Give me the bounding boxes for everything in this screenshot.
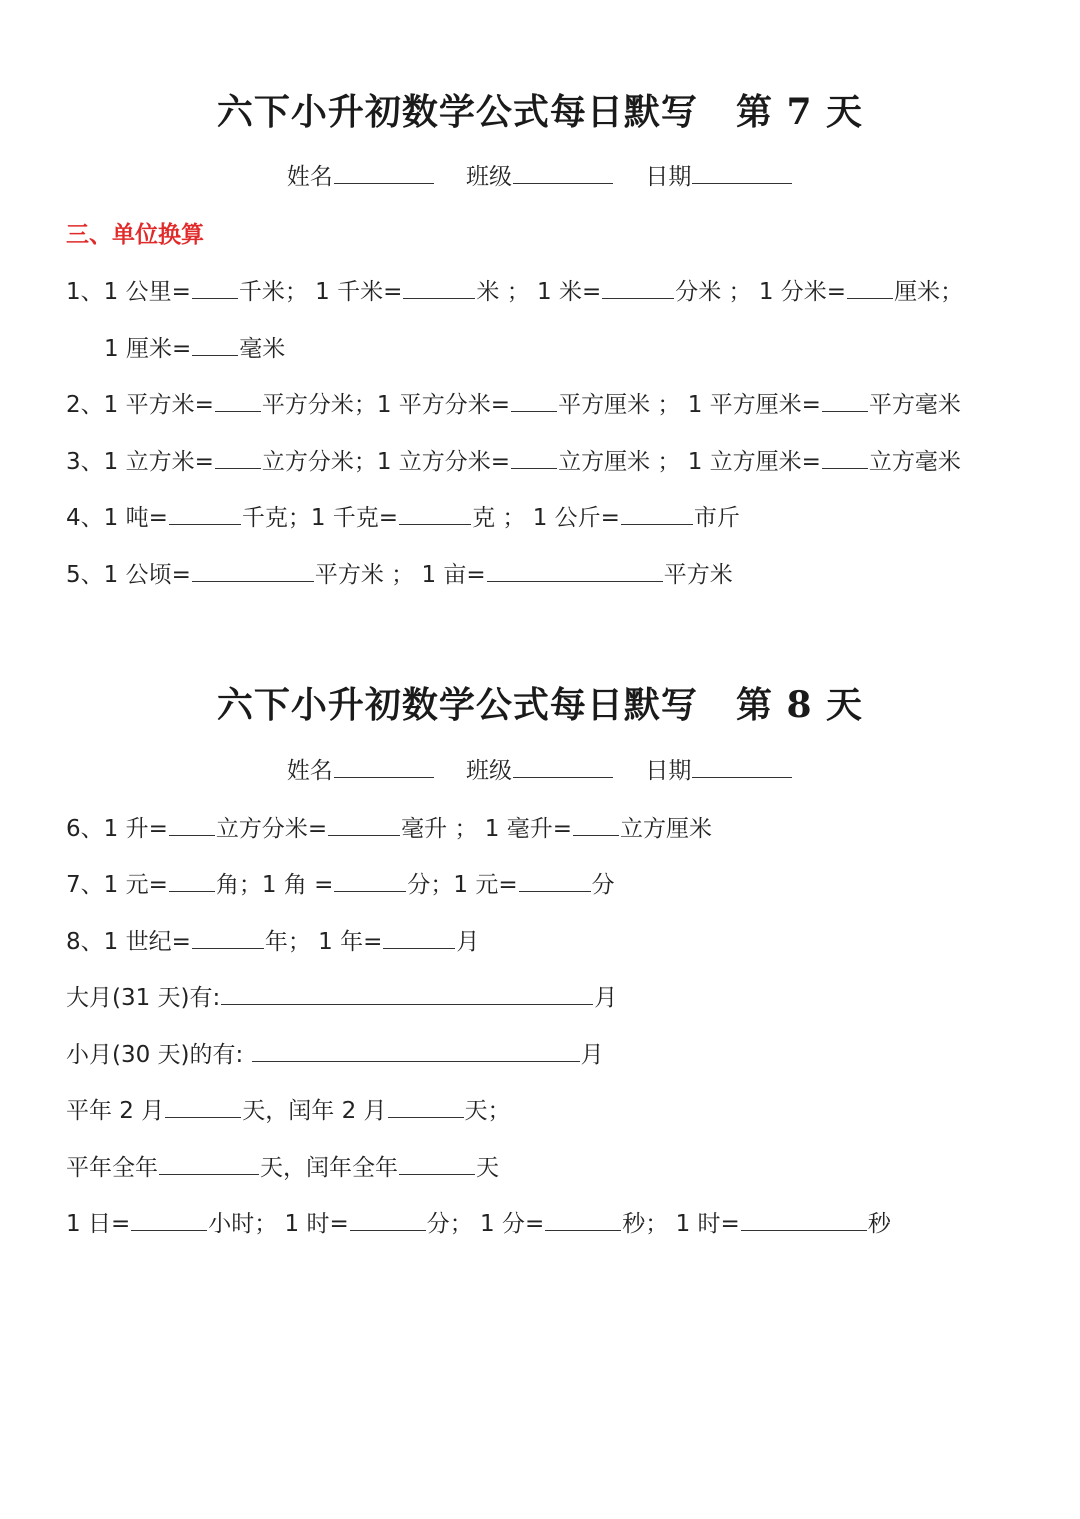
day8-date-field[interactable]: [645, 752, 793, 785]
q6-text-2: 立方分米=: [215, 816, 328, 842]
question-3: [66, 443, 961, 476]
answer-blank[interactable]: [487, 561, 663, 582]
question-6: [66, 810, 712, 843]
day7-date-field[interactable]: [645, 158, 793, 191]
year-text-2: 天，闰年全年: [260, 1155, 398, 1181]
answer-blank[interactable]: [192, 278, 238, 299]
answer-blank[interactable]: [192, 928, 264, 949]
day7-title-text: 六下小升初数学公式每日默写: [216, 91, 698, 133]
answer-blank[interactable]: [602, 278, 674, 299]
day7-title: [0, 84, 1080, 135]
name-label: 姓名: [286, 164, 333, 190]
q1-text-1: 1、1 公里=: [66, 279, 191, 305]
q7-text-4: 分: [591, 872, 615, 898]
question-1: [66, 273, 963, 306]
answer-blank[interactable]: [165, 1097, 241, 1118]
big-month-text-2: 月: [594, 985, 618, 1011]
date-label: 日期: [645, 758, 692, 784]
answer-blank[interactable]: [169, 871, 215, 892]
q3-text-1: 3、1 立方米=: [66, 449, 214, 475]
answer-blank[interactable]: [399, 1154, 475, 1175]
day7-class-field[interactable]: [466, 158, 614, 191]
q1-text-5: 厘米；: [894, 279, 964, 305]
time-text-3: 分； 1 分=: [426, 1211, 545, 1237]
answer-blank[interactable]: [511, 448, 557, 469]
answer-blank[interactable]: [131, 1210, 207, 1231]
class-blank[interactable]: [513, 757, 613, 778]
question-8: [66, 923, 479, 956]
answer-blank[interactable]: [169, 504, 241, 525]
question-7: [66, 866, 615, 899]
time-text-4: 秒； 1 时=: [622, 1211, 740, 1237]
answer-blank[interactable]: [399, 504, 471, 525]
answer-blank[interactable]: [403, 278, 475, 299]
answer-blank[interactable]: [519, 871, 591, 892]
big-month-line: [66, 979, 617, 1012]
february-line: [66, 1092, 511, 1125]
answer-blank[interactable]: [383, 928, 455, 949]
answer-blank[interactable]: [215, 391, 261, 412]
answer-blank[interactable]: [388, 1097, 464, 1118]
q3-text-2: 立方分米；1 立方分米=: [261, 449, 511, 475]
q5-text-3: 平方米: [663, 562, 733, 588]
year-days-line: [66, 1149, 499, 1182]
class-blank[interactable]: [513, 163, 613, 184]
feb-text-2: 天，闰年 2 月: [242, 1098, 387, 1124]
q2-text-1: 2、1 平方米=: [66, 392, 214, 418]
name-blank[interactable]: [334, 757, 434, 778]
question-4: [66, 499, 740, 532]
date-blank[interactable]: [692, 757, 792, 778]
q1-text-3: 米 ； 1 米=: [476, 279, 602, 305]
answer-blank[interactable]: [545, 1210, 621, 1231]
q5-text-1: 5、1 公顷=: [66, 562, 191, 588]
small-month-text-2: 月: [580, 1042, 604, 1068]
day8-title: [0, 677, 1080, 728]
q3-text-3: 立方厘米 ； 1 立方厘米=: [558, 449, 821, 475]
time-text-2: 小时； 1 时=: [208, 1211, 349, 1237]
year-text-3: 天: [476, 1155, 499, 1181]
feb-text-3: 天；: [464, 1098, 511, 1124]
date-label: 日期: [645, 164, 692, 190]
question-5: [66, 556, 733, 589]
q1-text-6: 1 厘米=: [104, 336, 192, 362]
answer-blank[interactable]: [215, 448, 261, 469]
answer-blank[interactable]: [847, 278, 893, 299]
q1-text-4: 分米 ； 1 分米=: [675, 279, 847, 305]
q8-text-1: 8、1 世纪=: [66, 929, 191, 955]
day7-day-label: 第 7 天: [735, 91, 864, 133]
answer-blank[interactable]: [621, 504, 693, 525]
answer-blank[interactable]: [252, 1041, 580, 1062]
q1-text-7: 毫米: [239, 336, 286, 362]
q7-text-1: 7、1 元=: [66, 872, 168, 898]
small-month-text-1: 小月(30 天)的有:: [66, 1042, 251, 1068]
answer-blank[interactable]: [573, 815, 619, 836]
day8-name-field[interactable]: [287, 752, 435, 785]
big-month-text-1: 大月(31 天)有:: [66, 985, 221, 1011]
answer-blank[interactable]: [192, 335, 238, 356]
q7-text-2: 角；1 角 =: [215, 872, 334, 898]
q8-text-2: 年； 1 年=: [264, 929, 383, 955]
day7-name-field[interactable]: [287, 158, 435, 191]
year-text-1: 平年全年: [66, 1155, 158, 1181]
q4-text-3: 克 ； 1 公斤=: [472, 505, 620, 531]
q6-text-4: 立方厘米: [619, 816, 712, 842]
q6-text-1: 6、1 升=: [66, 816, 168, 842]
q6-text-3: 毫升 ； 1 毫升=: [401, 816, 572, 842]
section-heading: 三、单位换算: [66, 222, 204, 248]
answer-blank[interactable]: [334, 871, 406, 892]
day8-title-text: 六下小升初数学公式每日默写: [216, 684, 698, 726]
day8-info-row: [0, 752, 1080, 785]
q3-text-4: 立方毫米: [868, 449, 961, 475]
answer-blank[interactable]: [822, 448, 868, 469]
day8-class-field[interactable]: [466, 752, 614, 785]
time-text-1: 1 日=: [66, 1211, 131, 1237]
answer-blank[interactable]: [511, 391, 557, 412]
class-label: 班级: [466, 164, 512, 190]
small-month-line: [66, 1036, 604, 1069]
answer-blank[interactable]: [741, 1210, 867, 1231]
answer-blank[interactable]: [159, 1154, 259, 1175]
day7-info-row: [0, 158, 1080, 191]
time-line: [66, 1205, 891, 1238]
q1-text-2: 千米； 1 千米=: [238, 279, 403, 305]
q2-text-3: 平方厘米 ； 1 平方厘米=: [558, 392, 821, 418]
q2-text-4: 平方毫米: [868, 392, 961, 418]
q5-text-2: 平方米 ； 1 亩=: [314, 562, 486, 588]
time-text-5: 秒: [867, 1211, 891, 1237]
answer-blank[interactable]: [350, 1210, 426, 1231]
q2-text-2: 平方分米；1 平方分米=: [261, 392, 511, 418]
q8-text-3: 月: [456, 929, 480, 955]
answer-blank[interactable]: [192, 561, 314, 582]
answer-blank[interactable]: [221, 984, 593, 1005]
name-blank[interactable]: [334, 163, 434, 184]
day8-day-label: 第 8 天: [735, 684, 864, 726]
name-label: 姓名: [286, 758, 333, 784]
q4-text-1: 4、1 吨=: [66, 505, 168, 531]
q4-text-2: 千克；1 千克=: [241, 505, 399, 531]
answer-blank[interactable]: [822, 391, 868, 412]
question-1-cont: [104, 330, 285, 363]
q7-text-3: 分；1 元=: [407, 872, 518, 898]
question-2: [66, 386, 961, 419]
answer-blank[interactable]: [169, 815, 215, 836]
answer-blank[interactable]: [328, 815, 400, 836]
feb-text-1: 平年 2 月: [66, 1098, 165, 1124]
q4-text-4: 市斤: [693, 505, 740, 531]
date-blank[interactable]: [692, 163, 792, 184]
class-label: 班级: [466, 758, 512, 784]
